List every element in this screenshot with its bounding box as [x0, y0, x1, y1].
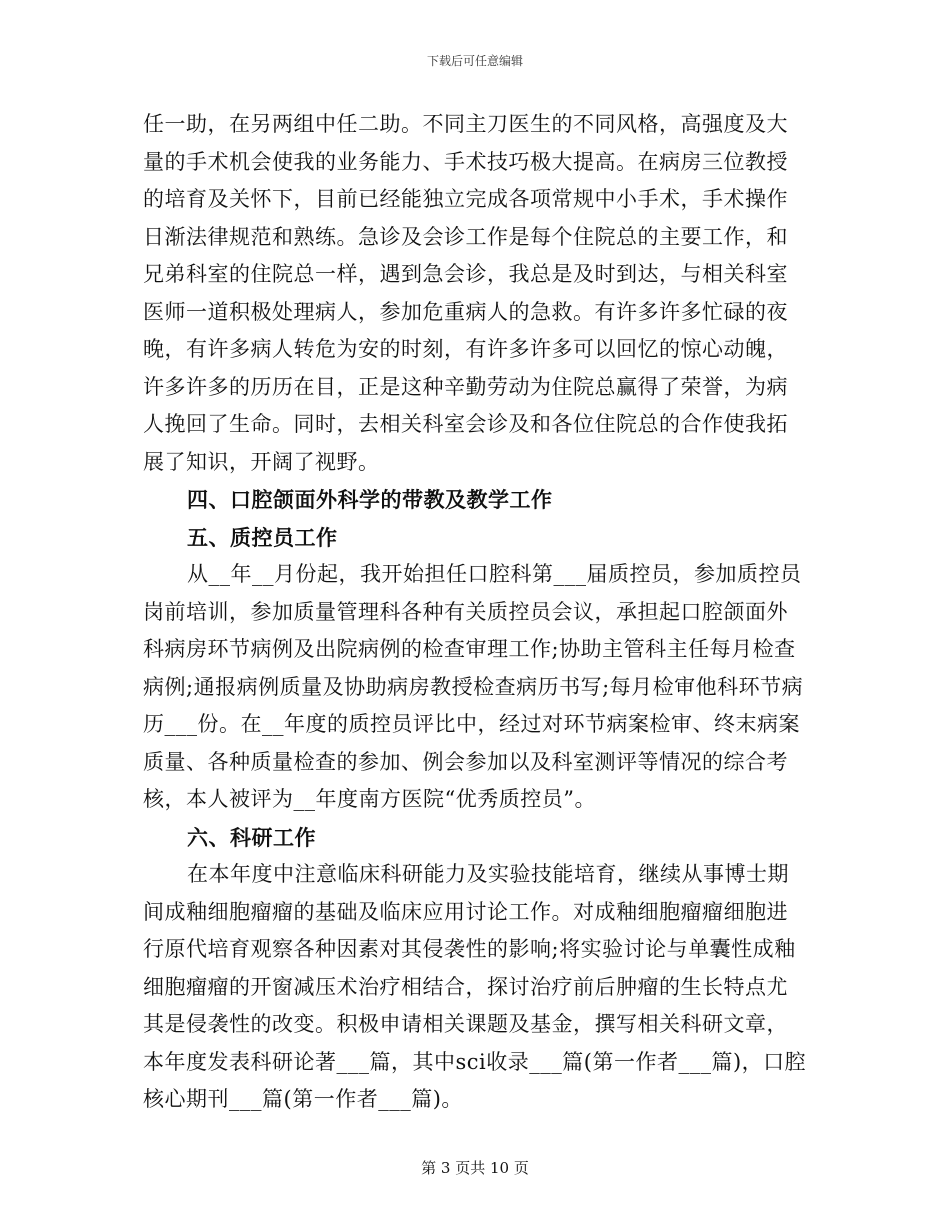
paragraph-quality-control: 从__年__月份起，我开始担任口腔科第___届质控员，参加质控员岗前培训，参加质量管理科各种有关质控员会议，承担起口腔颌面外科病房环节病例及出院病例的检查审理工作;协助主管科主任每月检查病例;通报病例质量及协助病房教授检查病历书写;每月检审他科环节病历___份。在__年度的质控员评比中，经过对环节病案检审、终末病案质量、各种质量检查的参加、例会参加以及科室测评等情况的综合考核，本人被评为__年度南方医院“优秀质控员”。 [143, 562, 804, 811]
section-heading-4: 四、口腔颌面外科学的带教及教学工作 [187, 487, 553, 512]
paragraph-continued: 任一助，在另两组中任二助。不同主刀医生的不同风格，高强度及大量的手术机会使我的业务能力、手术技巧极大提高。在病房三位教授的培育及关怀下，目前已经能独立完成各项常规中小手术，手术操作日渐法律规范和熟练。急诊及会诊工作是每个住院总的主要工作，和兄弟科室的住院总一样，遇到急会诊，我总是及时到达，与相关科室医师一道积极处理病人，参加危重病人的急救。有许多许多忙碌的夜晚，有许多病人转危为安的时刻，有许多许多可以回忆的惊心动魄，许多许多的历历在目，正是这种辛勤劳动为住院总赢得了荣誉，为病人挽回了生命。同时，去相关科室会诊及和各位住院总的合作使我拓展了知识，开阔了视野。 [143, 112, 788, 474]
section-heading-6: 六、科研工作 [187, 824, 316, 850]
page-header: 下载后可任意编辑 [426, 54, 523, 68]
section-heading-5: 五、质控员工作 [187, 524, 338, 550]
page-footer: 第 3 页共 10 页 [421, 1159, 529, 1177]
document-body [143, 106, 809, 1119]
paragraph-research: 在本年度中注意临床科研能力及实验技能培育，继续从事博士期间成釉细胞瘤瘤的基础及临床应用讨论工作。对成釉细胞瘤瘤细胞进行原代培育观察各种因素对其侵袭性的影响;将实验讨论与单囊性成釉细胞瘤瘤的开窗减压术治疗相结合，探讨治疗前后肿瘤的生长特点尤其是侵袭性的改变。积极申请相关课题及基金，撰写相关科研文章，本年度发表科研论著___篇，其中sci收录___篇(第一作者___篇)，口腔核心期刊___篇(第一作者___篇)。 [143, 862, 807, 1111]
